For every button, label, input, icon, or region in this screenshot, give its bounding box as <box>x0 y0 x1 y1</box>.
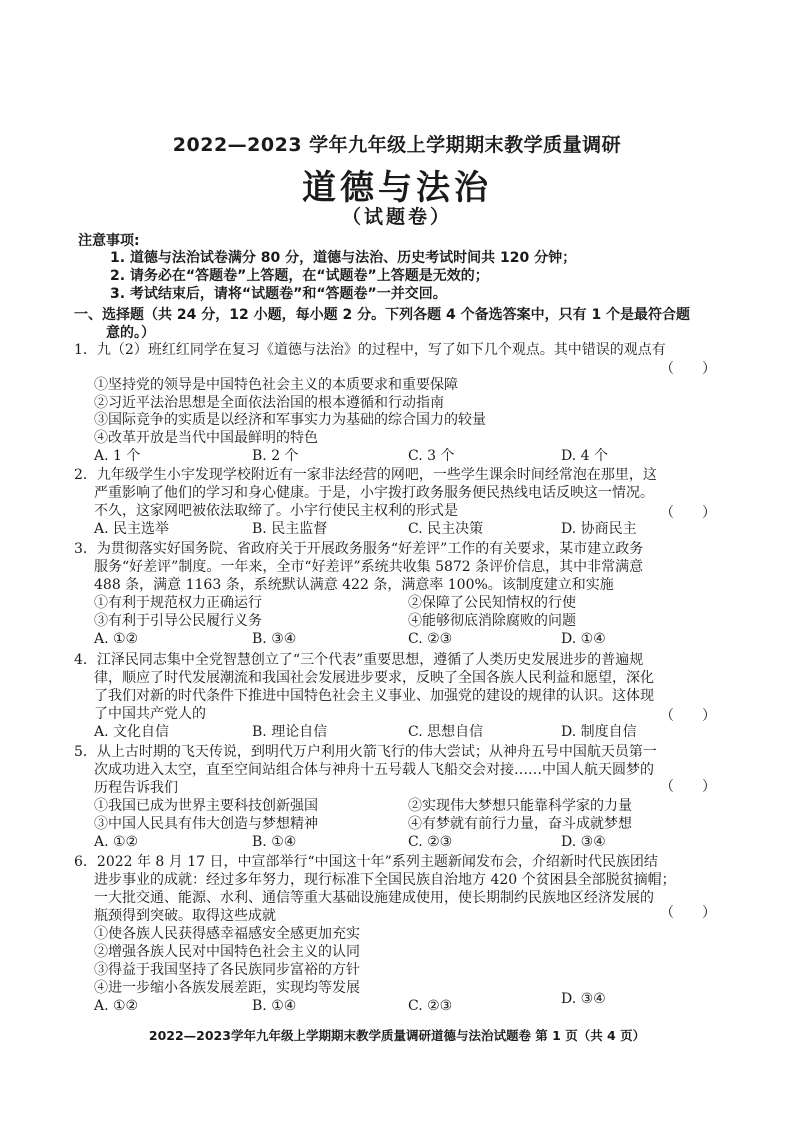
q4-stem-line-3: 了我们对新的时代条件下推进中国特色社会主义事业、加强党的建设的规律的认识。这体现 <box>94 688 654 704</box>
q3-option-d: D. ①④ <box>561 631 606 647</box>
section-heading-cont: 意的。） <box>106 325 155 341</box>
q4-option-a: A. 文化自信 <box>94 724 170 740</box>
subject-title: 道德与法治 <box>302 168 492 208</box>
q5-option-b: B. ①④ <box>252 834 297 850</box>
note-item-1: 1. 道德与法治试卷满分 80 分，道德与法治、历史考试时间共 120 分钟； <box>110 250 577 266</box>
q1-statement-2: ②习近平法治思想是全面依法治国的根本遵循和行动指南 <box>94 395 444 411</box>
q4-stem-line-4: 了中国共产党人的 <box>94 706 206 722</box>
q6-option-d: D. ③④ <box>561 991 606 1007</box>
q1-answer-paren: （ ） <box>660 361 716 377</box>
q1-statement-1: ①坚持党的领导是中国特色社会主义的本质要求和重要保障 <box>94 377 458 393</box>
q5-option-c: C. ②③ <box>408 834 453 850</box>
q6-option-b: B. ①④ <box>252 998 297 1014</box>
q2-option-d: D. 协商民主 <box>561 521 637 537</box>
page-footer: 2022—2023学年九年级上学期期末教学质量调研道德与法治试题卷 第 1 页（共 4 页） <box>148 1028 646 1043</box>
q3-statement-1: ①有利于规范权力正确运行 <box>94 595 262 611</box>
q6-stem-line-4: 瓶颈得到突破。取得这些成就 <box>94 908 276 924</box>
q1-option-a: A. 1 个 <box>94 448 141 464</box>
q3-stem-line-1: 3．为贯彻落实好国务院、省政府关于开展政务服务“好差评”工作的有关要求，某市建立政务 <box>74 541 644 557</box>
q2-stem-line-2: 严重影响了他们的学习和身心健康。于是，小宇拨打政务服务便民热线电话反映这一情况。 <box>94 485 654 501</box>
q4-option-b: B. 理论自信 <box>252 724 328 740</box>
q6-stem-line-3: 一大批交通、能源、水利、通信等重大基础设施建成使用，使长期制约民族地区经济发展的 <box>94 890 654 906</box>
q2-answer-paren: （ ） <box>660 505 716 521</box>
q5-answer-paren: （ ） <box>660 779 716 795</box>
q3-stem-line-3: 488 条，满意 1163 条，系统默认满意 422 条，满意率 100%。该制度建立和实施 <box>94 577 614 593</box>
q5-stem-line-2: 次成功进入太空，直至空间站组合体与神舟十五号载人飞船交会对接……中国人航天圆梦的 <box>94 762 654 778</box>
q6-option-c: C. ②③ <box>408 998 453 1014</box>
q1-statement-4: ④改革开放是当代中国最鲜明的特色 <box>94 430 318 446</box>
q2-option-c: C. 民主决策 <box>408 521 484 537</box>
q2-option-a: A. 民主选举 <box>94 521 170 537</box>
q1-option-d: D. 4 个 <box>561 448 608 464</box>
q3-statement-4: ④能够彻底消除腐败的问题 <box>408 613 576 629</box>
q6-statement-1: ①使各族人民获得感幸福感安全感更加充实 <box>94 926 360 942</box>
q2-stem-line-1: 2．九年级学生小宇发现学校附近有一家非法经营的网吧，一些学生课余时间经常泡在那里，这 <box>74 467 657 483</box>
q2-stem-line-3: 不久，这家网吧被依法取缔了。小宇行使民主权利的形式是 <box>94 503 458 519</box>
q5-stem-line-1: 5．从上古时期的飞天传说，到明代万户利用火箭飞行的伟大尝试；从神舟五号中国航天员第一 <box>74 744 657 760</box>
q5-statement-3: ③中国人民具有伟大创造与梦想精神 <box>94 816 318 832</box>
q6-stem-line-2: 进步事业的成就：经过多年努力，现行标准下全国民族自治地方 420 个贫困县全部脱贫摘帽； <box>94 872 676 888</box>
notes-heading: 注意事项: <box>78 233 140 249</box>
q2-option-b: B. 民主监督 <box>252 521 328 537</box>
paper-type: （试题卷） <box>341 206 452 228</box>
q5-statement-4: ④有梦就有前行力量，奋斗成就梦想 <box>408 816 632 832</box>
q5-option-a: A. ①② <box>94 834 139 850</box>
q5-option-d: D. ③④ <box>561 834 606 850</box>
q5-statement-2: ②实现伟大梦想只能靠科学家的力量 <box>408 798 632 814</box>
q3-option-c: C. ②③ <box>408 631 453 647</box>
q4-answer-paren: （ ） <box>660 708 716 724</box>
q1-option-b: B. 2 个 <box>252 448 299 464</box>
q6-answer-paren: （ ） <box>660 905 716 921</box>
q4-stem-line-2: 律，顺应了时代发展潮流和我国社会发展进步要求，反映了全国各族人民利益和愿望，深化 <box>94 670 654 686</box>
q6-statement-3: ③得益于我国坚持了各民族同步富裕的方针 <box>94 962 360 978</box>
q1-stem: 1．九（2）班红红同学在复习《道德与法治》的过程中，写了如下几个观点。其中错误的观点有 <box>74 342 666 358</box>
q4-option-c: C. 思想自信 <box>408 724 484 740</box>
q6-statement-4: ④进一步缩小各族发展差距，实现均等发展 <box>94 980 360 996</box>
note-item-3: 3. 考试结束后，请将“试题卷”和“答题卷”一并交回。 <box>110 286 447 302</box>
q1-option-c: C. 3 个 <box>408 448 455 464</box>
q6-stem-line-1: 6．2022 年 8 月 17 日，中宣部举行“中国这十年”系列主题新闻发布会，介绍新时代民族团结 <box>74 854 658 870</box>
section-heading: 一、选择题（共 24 分，12 小题，每小题 2 分。下列各题 4 个备选答案中，只有 1 个是最符合题 <box>74 307 691 323</box>
q3-statement-2: ②保障了公民知情权的行使 <box>408 595 576 611</box>
q6-statement-2: ②增强各族人民对中国特色社会主义的认同 <box>94 944 360 960</box>
q3-stem-line-2: 服务“好差评”制度。一年来，全市“好差评”系统共收集 5872 条评价信息，其中非常满意 <box>94 559 644 575</box>
q5-stem-line-3: 历程告诉我们 <box>94 780 178 796</box>
q6-option-a: A. ①② <box>94 998 139 1014</box>
q3-option-a: A. ①② <box>94 631 139 647</box>
q4-stem-line-1: 4．江泽民同志集中全党智慧创立了“三个代表”重要思想，遵循了人类历史发展进步的普遍规 <box>74 652 644 668</box>
q4-option-d: D. 制度自信 <box>561 724 637 740</box>
q1-statement-3: ③国际竞争的实质是以经济和军事实力为基础的综合国力的较量 <box>94 412 486 428</box>
note-item-2: 2. 请务必在“答题卷”上答题，在“试题卷”上答题是无效的； <box>110 268 489 284</box>
exam-title: 2022—2023 学年九年级上学期期末教学质量调研 <box>172 134 622 156</box>
q3-statement-3: ③有利于引导公民履行义务 <box>94 613 262 629</box>
q3-option-b: B. ③④ <box>252 631 297 647</box>
q5-statement-1: ①我国已成为世界主要科技创新强国 <box>94 798 318 814</box>
